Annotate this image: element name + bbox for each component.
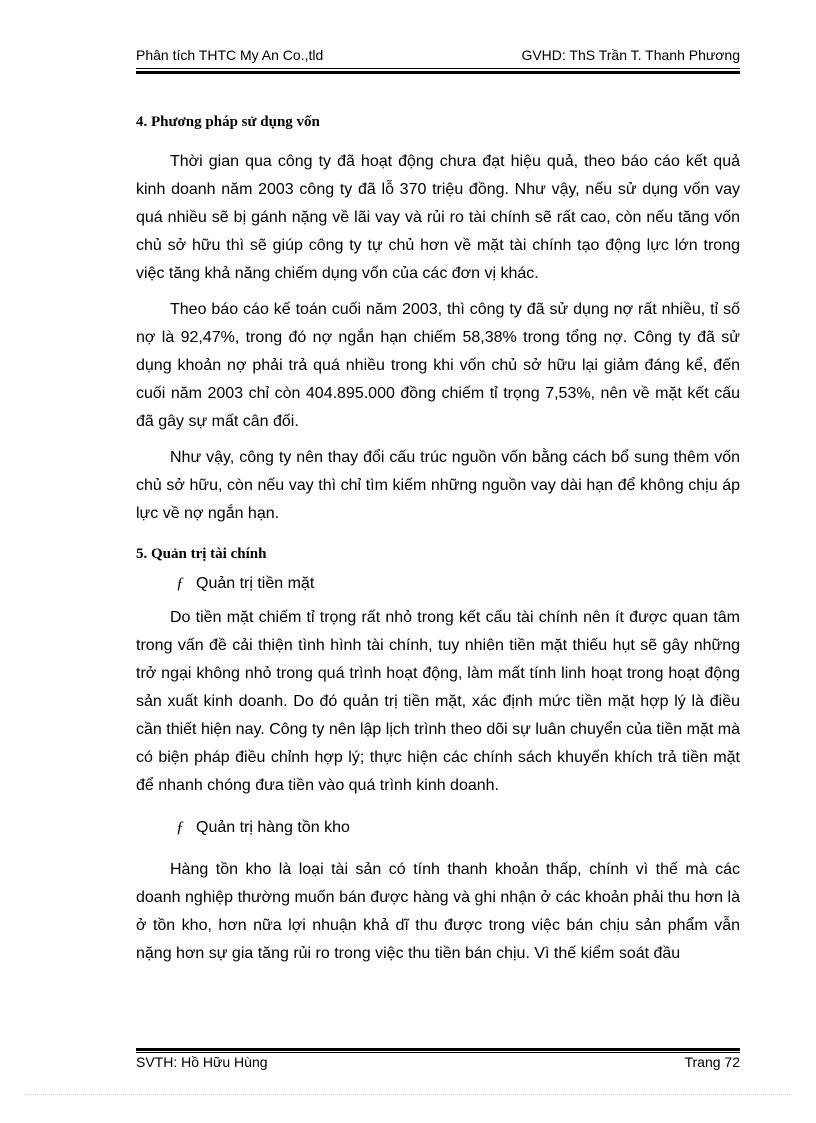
bullet-inventory-title: Quản trị hàng tồn kho	[196, 819, 350, 836]
page-edge-divider	[24, 1094, 792, 1095]
section-4-paragraph-1: Thời gian qua công ty đã hoạt động chưa đạt hiệu quả, theo báo cáo kết quả kinh doanh năm 2003 công ty đã lỗ 370 triệu đồng. Như vậy, nếu sử dụng vốn vay quá nhiều sẽ bị gánh nặng về lãi vay và rủi ro tài chính sẽ rất cao, còn nếu tăng vốn chủ sở hữu thì sẽ giúp công ty tự chủ hơn về mặt tài chính tạo động lực lớn trong việc tăng khả năng chiếm dụng vốn của các đơn vị khác.	[136, 153, 740, 282]
footer-rule-thick	[136, 1048, 740, 1051]
bullet-inventory-management	[136, 816, 740, 840]
page-footer	[136, 1053, 740, 1073]
section-4-paragraph-2: Theo báo cáo kế toán cuối năm 2003, thì công ty đã sử dụng nợ rất nhiều, tỉ số nợ là 92,47%, trong đó nợ ngắn hạn chiếm 58,38% trong tổng nợ. Công ty đã sử dụng khoản nợ phải trả quá nhiều trong khi vốn chủ sở hữu lại giảm đáng kể, đến cuối năm 2003 chỉ còn 404.895.000 đồng chiếm tỉ trọng 7,53%, nên về mặt kết cấu đã gây sự mất cân đối.	[136, 301, 740, 430]
inventory-management-paragraph: Hàng tồn kho là loại tài sản có tính thanh khoản thấp, chính vì thế mà các doanh nghiệp thường muốn bán được hàng và ghi nhận ở các khoản phải thu hơn là ở tồn kho, hơn nữa lợi nhuận khả dĩ thu được trong việc bán chịu sản phẩm vẫn nặng hơn sự gia tăng rủi ro trong việc thu tiền bán chịu. Vì thế kiểm soát đầu	[136, 861, 740, 962]
section-4-heading: 4. Phương pháp sử dụng vốn	[136, 114, 320, 130]
cash-management-paragraph: Do tiền mặt chiếm tỉ trọng rất nhỏ trong kết cấu tài chính nên ít được quan tâm trong vấn đề cải thiện tình hình tài chính, tuy nhiên tiền mặt thiếu hụt sẽ gây những trở ngại không nhỏ trong quá trình hoạt động, làm mất tính linh hoạt trong hoạt động sản xuất kinh doanh. Do đó quản trị tiền mặt, xác định mức tiền mặt hợp lý là điều cần thiết hiện nay. Công ty nên lập lịch trình theo dõi sự luân chuyển của tiền mặt mà có biện pháp điều chỉnh hợp lý; thực hiện các chính sách khuyến khích trả tiền mặt để nhanh chóng đưa tiền vào quá trình kinh doanh.	[136, 609, 740, 794]
section-4-paragraph-3: Như vậy, công ty nên thay đổi cấu trúc nguồn vốn bằng cách bổ sung thêm vốn chủ sở hữu, còn nếu vay thì chỉ tìm kiếm những nguồn vay dài hạn để không chịu áp lực về nợ ngắn hạn.	[136, 449, 740, 522]
footer-author: SVTH: Hồ Hữu Hùng	[136, 1054, 268, 1070]
bullet-cash-title: Quản trị tiền mặt	[196, 575, 315, 592]
bullet-icon: ƒ	[176, 575, 184, 592]
header-rule-thin	[136, 68, 740, 69]
page-body	[136, 112, 740, 968]
header-left-text: Phân tích THTC My An Co.,tld	[136, 47, 324, 63]
page-number: Trang 72	[684, 1054, 740, 1070]
section-5-heading: 5. Quản trị tài chính	[136, 546, 267, 562]
bullet-cash-management	[136, 572, 740, 596]
page-header	[136, 46, 740, 66]
header-right-text: GVHD: ThS Trần T. Thanh Phương	[521, 47, 740, 63]
bullet-icon: ƒ	[176, 819, 184, 836]
header-rule-thick	[136, 71, 740, 74]
